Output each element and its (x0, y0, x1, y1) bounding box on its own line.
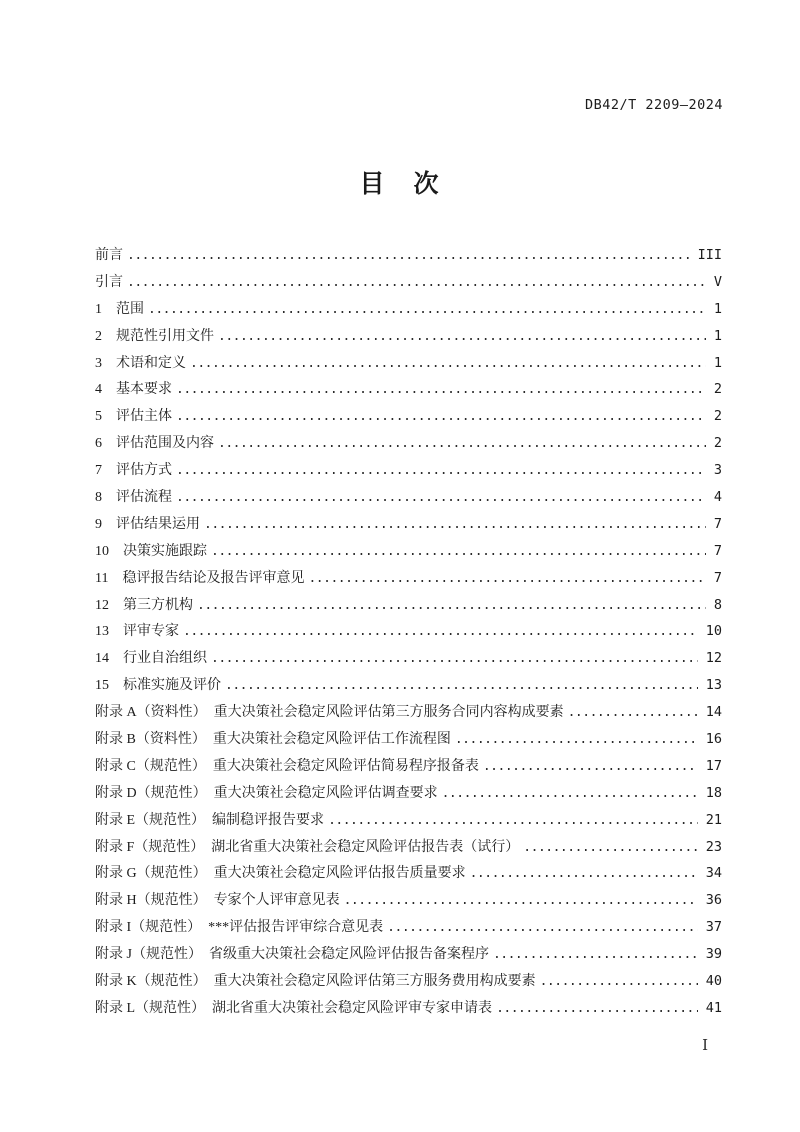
toc-entry (95, 430, 722, 457)
toc-leader-dots (523, 835, 697, 862)
toc-entry-page: 37 (705, 919, 722, 936)
document-header (585, 97, 723, 113)
toc-leader-dots (176, 458, 706, 485)
toc-entry-label: 附录 D（规范性） 重大决策社会稳定风险评估调查要求 (95, 785, 438, 801)
toc-entry-label: 9 评估结果运用 (95, 516, 200, 532)
toc-entry-page: 2 (713, 381, 722, 398)
toc-entry (95, 941, 722, 968)
toc-entry-page: 12 (705, 650, 722, 667)
toc-leader-dots (176, 404, 706, 431)
toc-entry-page: 17 (705, 757, 722, 774)
toc-entry-label: 引言 (95, 274, 123, 290)
toc-entry (95, 968, 722, 995)
doc-number: DB42/T 2209—2024 (584, 97, 723, 113)
toc-entry (95, 511, 722, 538)
toc-entry (95, 699, 722, 726)
toc-entry-page: 1 (713, 300, 722, 317)
toc-entry-page: III (697, 247, 722, 263)
toc-entry-label: 附录 K（规范性） 重大决策社会稳定风险评估第三方服务费用构成要素 (95, 974, 536, 990)
toc-leader-dots (218, 431, 706, 458)
toc-entry-page: 16 (705, 731, 722, 748)
toc-leader-dots (387, 915, 698, 942)
toc-entry-page: 39 (705, 946, 722, 963)
toc-entry-page: 21 (705, 811, 722, 828)
toc-entry (95, 807, 722, 834)
toc-leader-dots (148, 297, 706, 324)
toc-entry (95, 672, 722, 699)
toc-entry-page: 10 (705, 623, 722, 640)
toc-leader-dots (225, 673, 698, 700)
toc-entry-label: 附录 H（规范性） 专家个人评审意见表 (95, 893, 340, 909)
toc-entry-label: 14 行业自治组织 (95, 651, 207, 667)
toc-entry-label: 15 标准实施及评价 (95, 678, 221, 694)
toc-entry-page: 34 (705, 865, 722, 882)
toc-leader-dots (568, 700, 698, 727)
toc-entry-label: 附录 C（规范性） 重大决策社会稳定风险评估简易程序报备表 (95, 758, 479, 774)
toc-entry-label: 附录 F（规范性） 湖北省重大决策社会稳定风险评估报告表（试行） (95, 839, 520, 855)
toc-entry-page: 7 (713, 542, 722, 559)
toc-leader-dots (127, 270, 706, 297)
toc-entry-label: 3 术语和定义 (95, 355, 186, 371)
toc-entry (95, 753, 722, 780)
toc-leader-dots (540, 969, 698, 996)
footer-page-number: I (702, 1036, 708, 1054)
toc-entry-page: 40 (705, 973, 722, 990)
toc-entry (95, 726, 722, 753)
toc-leader-dots (211, 646, 698, 673)
toc-entry (95, 914, 722, 941)
toc-entry-page: 14 (705, 704, 722, 721)
toc-entry-label: 附录 I（规范性） ***评估报告评审综合意见表 (95, 920, 384, 936)
toc-entry (95, 484, 722, 511)
toc-entry-label: 前言 (95, 248, 123, 263)
toc-entry (95, 323, 722, 350)
toc-entry-page: 1 (713, 354, 722, 371)
toc-entry-label: 12 第三方机构 (95, 597, 193, 613)
toc-entry-label: 附录 A（资料性） 重大决策社会稳定风险评估第三方服务合同内容构成要素 (95, 705, 564, 721)
toc-leader-dots (176, 485, 706, 512)
toc-entry-label: 附录 B（资料性） 重大决策社会稳定风险评估工作流程图 (95, 732, 451, 748)
toc-entry-page: 7 (713, 515, 722, 532)
page-title: 目 次 (359, 169, 441, 198)
toc-entry-label: 附录 E（规范性） 编制稳评报告要求 (95, 812, 325, 828)
toc-entry-label: 2 规范性引用文件 (95, 328, 214, 344)
toc-entry-page: 8 (713, 596, 722, 613)
toc-entry-page: 3 (713, 462, 722, 479)
toc-leader-dots (204, 512, 706, 539)
toc-entry (95, 457, 722, 484)
toc-entry (95, 403, 722, 430)
toc-entry (95, 592, 722, 619)
toc-leader-dots (308, 566, 705, 593)
toc-entry-label: 6 评估范围及内容 (95, 436, 214, 452)
toc-leader-dots (455, 727, 698, 754)
toc-entry (95, 780, 722, 807)
toc-entry (95, 242, 722, 269)
toc-entry-page: 23 (705, 838, 722, 855)
toc-entry (95, 887, 722, 914)
toc-entry-page: V (713, 273, 722, 290)
toc-entry-page: 36 (705, 892, 722, 909)
toc-entry-page: 2 (713, 408, 722, 425)
toc-entry-label: 1 范围 (95, 301, 144, 317)
toc-leader-dots (328, 808, 698, 835)
toc-leader-dots (211, 539, 706, 566)
toc-entry (95, 645, 722, 672)
toc-entry-page: 1 (713, 327, 722, 344)
toc-leader-dots (190, 351, 706, 378)
toc-entry-page: 7 (713, 569, 722, 586)
toc-entry-label: 附录 L（规范性） 湖北省重大决策社会稳定风险评审专家申请表 (95, 1000, 493, 1016)
toc-entry-label: 4 基本要求 (95, 382, 172, 398)
toc-entry-label: 13 评审专家 (95, 624, 179, 640)
toc-entry-page: 13 (705, 677, 722, 694)
toc-entry (95, 565, 722, 592)
toc-entry-page: 41 (705, 999, 722, 1016)
toc-leader-dots (442, 781, 698, 808)
toc-entry (95, 538, 722, 565)
toc-entry-label: 11 稳评报告结论及报告评审意见 (95, 570, 305, 586)
toc-leader-dots (197, 593, 706, 620)
toc-entry (95, 269, 722, 296)
toc-leader-dots (218, 324, 706, 351)
toc-entry-label: 10 决策实施跟踪 (95, 543, 207, 559)
toc-leader-dots (183, 619, 698, 646)
toc-list (95, 242, 722, 1022)
toc-entry (95, 618, 722, 645)
toc-entry-label: 5 评估主体 (95, 409, 172, 425)
toc-leader-dots (496, 996, 698, 1023)
toc-entry-label: 8 评估流程 (95, 490, 172, 506)
toc-leader-dots (483, 754, 698, 781)
toc-leader-dots (127, 243, 690, 270)
toc-leader-dots (176, 377, 706, 404)
toc-leader-dots (493, 942, 698, 969)
toc-entry (95, 376, 722, 403)
toc-entry (95, 296, 722, 323)
toc-entry (95, 350, 722, 377)
toc-entry (95, 834, 722, 861)
toc-entry-page: 18 (705, 784, 722, 801)
toc-entry-page: 4 (713, 489, 722, 506)
toc-entry (95, 995, 722, 1022)
toc-entry-label: 7 评估方式 (95, 463, 172, 479)
toc-leader-dots (344, 888, 698, 915)
toc-entry-label: 附录 G（规范性） 重大决策社会稳定风险评估报告质量要求 (95, 866, 466, 882)
footer (702, 1036, 708, 1054)
toc-leader-dots (470, 861, 698, 888)
toc-entry-label: 附录 J（规范性） 省级重大决策社会稳定风险评估报告备案程序 (95, 947, 489, 963)
toc-entry-page: 2 (713, 435, 722, 452)
toc-entry (95, 860, 722, 887)
